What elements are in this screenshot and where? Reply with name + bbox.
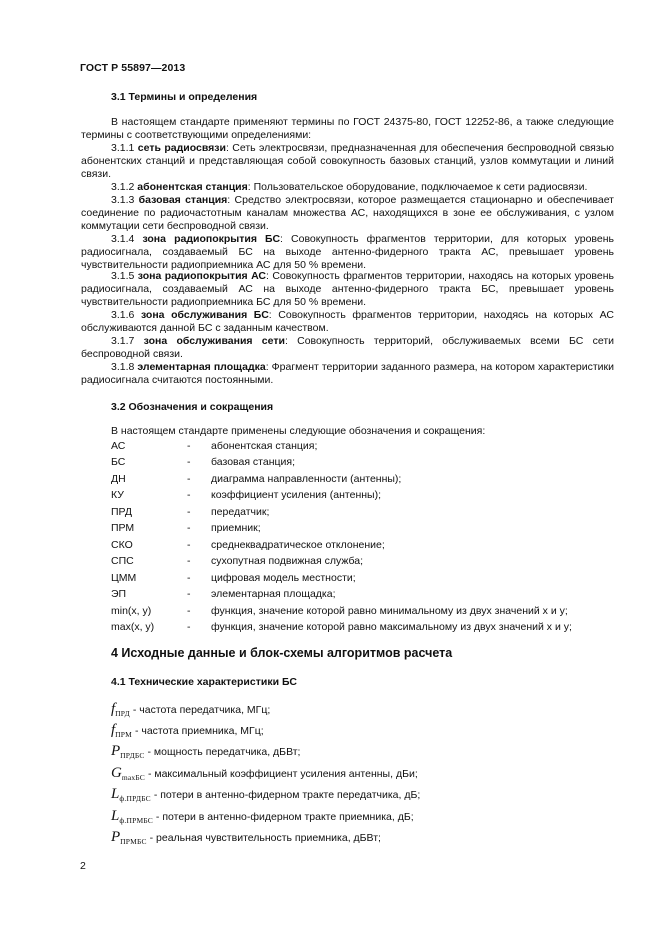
abbreviation-definition: цифровая модель местности;	[211, 572, 356, 584]
parameter-subscript: ПРД	[115, 709, 130, 718]
abbreviation-term: ЭП	[111, 588, 127, 600]
abbreviation-dash: -	[187, 456, 191, 468]
parameter-symbol: f	[111, 701, 116, 717]
parameter-symbol: L	[111, 808, 120, 824]
term-name: сеть радиосвязи	[137, 142, 226, 154]
abbreviation-term: БС	[111, 456, 126, 468]
parameter-description: - максимальный коэффициент усиления антенны, дБи;	[147, 768, 418, 780]
abbreviation-definition: сухопутная подвижная служба;	[211, 555, 364, 567]
term-number: 3.1.4	[111, 233, 135, 245]
term-3-1-5	[81, 270, 614, 309]
term-3-1-7	[81, 335, 614, 361]
section-4-1-title: 4.1 Технические характеристики БС	[111, 676, 297, 688]
term-name: элементарная площадка	[137, 361, 266, 373]
term-definition: : Сеть электросвязи, предназначенная для обеспечения беспроводной связью абонентских станций и представляющая собой совокупность базовых станций, узлов коммутации и линий связи.	[81, 142, 614, 180]
parameter-row	[111, 741, 300, 761]
page-number: 2	[80, 860, 86, 872]
abbreviation-definition: функция, значение которой равно максимальному из двух значений x и y;	[211, 621, 572, 633]
section-3-2-intro: В настоящем стандарте применены следующие обозначения и сокращения:	[111, 425, 486, 437]
parameter-symbol: G	[111, 765, 122, 781]
abbreviation-term: ПРМ	[111, 522, 135, 534]
abbreviation-term: ЦММ	[111, 572, 137, 584]
section-4-title: 4 Исходные данные и блок-схемы алгоритмов расчета	[111, 646, 453, 660]
term-name: зона радиопокрытия БС	[142, 233, 281, 245]
abbreviation-dash: -	[187, 489, 191, 501]
term-name: абонентская станция	[137, 181, 248, 193]
abbreviation-definition: элементарная площадка;	[211, 588, 336, 600]
parameter-symbol: P	[111, 829, 121, 845]
parameter-row	[111, 784, 420, 804]
abbreviation-definition: диаграмма направленности (антенны);	[211, 473, 402, 485]
term-name: зона обслуживания БС	[140, 309, 269, 321]
abbreviation-term: max(x, y)	[111, 621, 155, 633]
parameter-subscript: maxБС	[121, 773, 146, 782]
term-definition: : Фрагмент территории заданного размера, на котором характеристики радиосигнала считаются постоянными.	[81, 361, 615, 386]
abbreviation-row	[111, 521, 631, 535]
parameter-row	[111, 720, 264, 740]
document-header: ГОСТ Р 55897—2013	[80, 62, 186, 74]
term-3-1-1	[81, 142, 614, 181]
term-number: 3.1.7	[111, 335, 135, 347]
abbreviation-row	[111, 604, 631, 618]
term-definition: : Совокупность территорий, обслуживаемых всеми БС сети беспроводной связи.	[81, 335, 615, 360]
abbreviation-term: КУ	[111, 489, 124, 501]
abbreviation-row	[111, 571, 631, 585]
term-number: 3.1.2	[111, 181, 135, 193]
term-3-1-4	[81, 233, 614, 272]
parameter-symbol: P	[111, 743, 121, 759]
parameter-description: - частота передатчика, МГц;	[132, 704, 271, 716]
abbreviation-dash: -	[187, 473, 191, 485]
parameter-subscript: ПРДБС	[120, 751, 145, 760]
abbreviation-dash: -	[187, 621, 191, 633]
abbreviation-row	[111, 505, 631, 519]
abbreviation-term: ПРД	[111, 506, 132, 518]
abbreviation-dash: -	[187, 605, 191, 617]
abbreviation-term: АС	[111, 440, 126, 452]
abbreviation-row	[111, 620, 631, 634]
abbreviation-dash: -	[187, 440, 191, 452]
abbreviation-row	[111, 455, 631, 469]
abbreviation-row	[111, 488, 631, 502]
parameter-description: - реальная чувствительность приемника, дБВт;	[149, 832, 381, 844]
parameter-subscript: ПРМ	[115, 730, 133, 739]
abbreviation-term: ДН	[111, 473, 126, 485]
parameter-description: - мощность передатчика, дБВт;	[147, 746, 301, 758]
parameter-row	[111, 806, 414, 826]
term-number: 3.1.3	[111, 194, 135, 206]
parameter-row	[111, 699, 270, 719]
abbreviation-definition: абонентская станция;	[211, 440, 318, 452]
abbreviation-row	[111, 472, 631, 486]
term-definition: : Совокупность фрагментов территории, находясь на которых АС обслуживаются данной БС с заданным качеством.	[81, 309, 614, 334]
abbreviation-row	[111, 587, 631, 601]
parameter-subscript: ПРМБС	[120, 837, 147, 846]
abbreviation-definition: передатчик;	[211, 506, 270, 518]
parameter-description: - частота приемника, МГц;	[134, 725, 264, 737]
abbreviation-dash: -	[187, 506, 191, 518]
section-3-2-title: 3.2 Обозначения и сокращения	[111, 401, 274, 413]
abbreviation-definition: среднеквадратическое отклонение;	[211, 539, 385, 551]
term-definition: : Пользовательское оборудование, подключаемое к сети радиосвязи.	[247, 181, 588, 193]
term-number: 3.1.5	[111, 270, 135, 282]
abbreviation-dash: -	[187, 522, 191, 534]
abbreviation-dash: -	[187, 572, 191, 584]
abbreviation-term: СКО	[111, 539, 133, 551]
term-definition: : Совокупность фрагментов территории, для которых уровень радиосигнала, создаваемый БС на выходе антенно-фидерного тракта АС, превышает уровень чувствительности радиоприемника АС для 50 % времени.	[81, 233, 614, 271]
term-definition: : Совокупность фрагментов территории, находясь на которых уровень радиосигнала, создаваемый АС на выходе антенно-фидерного тракта БС, превышает уровень чувствительности радиоприемника БС для 50 % времени.	[81, 270, 614, 308]
abbreviation-dash: -	[187, 555, 191, 567]
parameter-row	[111, 763, 418, 783]
abbreviation-dash: -	[187, 588, 191, 600]
abbreviation-term: СПС	[111, 555, 134, 567]
term-number: 3.1.1	[111, 142, 135, 154]
parameter-subscript: ф.ПРДБС	[119, 794, 151, 803]
parameter-description: - потери в антенно-фидерном тракте передатчика, дБ;	[153, 789, 421, 801]
abbreviation-definition: приемник;	[211, 522, 261, 534]
abbreviation-definition: коэффициент усиления (антенны);	[211, 489, 381, 501]
parameter-description: - потери в антенно-фидерном тракте приемника, дБ;	[155, 811, 414, 823]
parameter-symbol: L	[111, 786, 120, 802]
parameter-subscript: ф.ПРМБС	[119, 816, 153, 825]
term-number: 3.1.8	[111, 361, 135, 373]
term-definition: : Средство электросвязи, которое размещается стационарно и обеспечивает соединение по радиочастотным каналам множества АС, находящихся в зоне ее обслуживания, с узлом коммутации сети беспроводной связи.	[81, 194, 614, 232]
term-number: 3.1.6	[111, 309, 135, 321]
term-3-1-3	[81, 194, 614, 233]
term-3-1-6	[81, 309, 614, 335]
term-name: базовая станция	[138, 194, 228, 206]
term-3-1-2	[81, 181, 614, 194]
abbreviation-definition: базовая станция;	[211, 456, 295, 468]
abbreviation-row	[111, 439, 631, 453]
parameter-symbol: f	[111, 722, 116, 738]
term-name: зона обслуживания сети	[143, 335, 285, 347]
section-3-1-title: 3.1 Термины и определения	[111, 91, 258, 103]
term-name: зона радиопокрытия АС	[137, 270, 266, 282]
abbreviation-dash: -	[187, 539, 191, 551]
abbreviation-term: min(x, y)	[111, 605, 152, 617]
abbreviation-row	[111, 554, 631, 568]
abbreviation-definition: функция, значение которой равно минимальному из двух значений x и y;	[211, 605, 568, 617]
parameter-row	[111, 827, 381, 847]
abbreviation-row	[111, 538, 631, 552]
section-3-1-intro: В настоящем стандарте применяют термины по ГОСТ 24375-80, ГОСТ 12252-86, а также следующие термины с соответствующими определениями:	[81, 116, 614, 141]
term-3-1-8	[81, 361, 614, 387]
